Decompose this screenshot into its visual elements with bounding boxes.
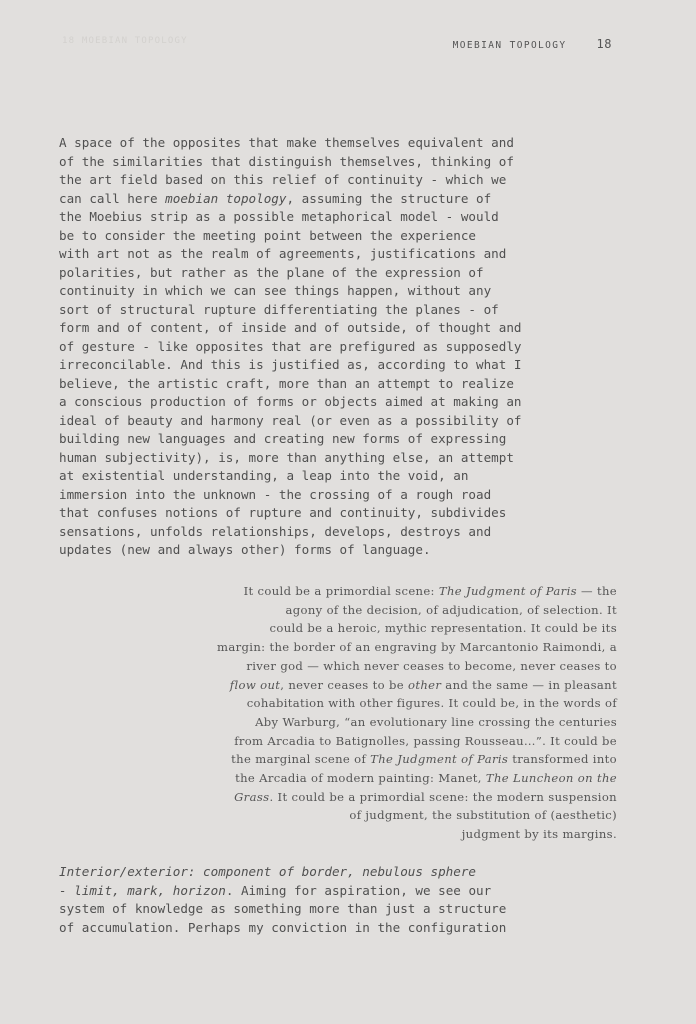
italic-text: Interior/exterior: component of border, nebulous sphere [59, 864, 477, 879]
quote-line: of judgment, the substitution of (aesthetic) [349, 808, 617, 823]
main-paragraph-line: sensations, unfolds relationships, develops, destroys and [59, 523, 492, 539]
quote-line: It could be a primordial scene: The Judgment of Paris — the [243, 584, 617, 598]
quote-line: Grass. It could be a primordial scene: the modern suspension [234, 789, 617, 804]
italic-text: - limit, mark, horizon [59, 882, 226, 898]
main-paragraph-line: sort of structural rupture differentiating the planes - of [59, 301, 499, 317]
closing-paragraph-line [59, 863, 529, 882]
main-paragraph-line: immersion into the unknown - the crossing of a rough road [59, 486, 492, 502]
closing-paragraph [59, 863, 529, 937]
main-paragraph-line: form and of content, of inside and of outside, of thought and [59, 320, 522, 335]
main-paragraph-line: the art field based on this relief of continuity - which we [59, 172, 507, 187]
italic-text: moebian topology [165, 190, 287, 206]
page-number: 18 [596, 37, 612, 51]
quote-line: from Arcadia to Batignolles, passing Rousseau…”. It could be [234, 733, 617, 748]
main-paragraph [59, 134, 529, 560]
main-paragraph-line: building new languages and creating new forms of expressing [59, 431, 507, 446]
quote-line: could be a heroic, mythic representation. It could be its [269, 621, 617, 636]
italic-text: The Luncheon on the [485, 771, 617, 786]
quote-line: Aby Warburg, “an evolutionary line crossing the centuries [255, 714, 617, 729]
closing-paragraph-line: system of knowledge as something more than just a structure [59, 901, 507, 916]
italic-text: other [408, 677, 442, 692]
main-paragraph-line: that confuses notions of rupture and continuity, subdivides [59, 505, 507, 520]
main-paragraph-line: of gesture - like opposites that are prefigured as supposedly [59, 338, 522, 354]
running-title: MOEBIAN TOPOLOGY [452, 40, 567, 51]
main-paragraph-line: of the similarities that distinguish themselves, thinking of [59, 153, 514, 169]
main-paragraph-line: human subjectivity), is, more than anything else, an attempt [59, 449, 514, 465]
main-paragraph-line: with art not as the realm of agreements, justifications and [59, 246, 507, 261]
italic-text: The Judgment of Paris [438, 584, 577, 598]
main-paragraph-line: can call here moebian topology, assuming the structure of [59, 190, 492, 206]
main-paragraph-line: polarities, but rather as the plane of the expression of [59, 264, 484, 280]
quote-line: judgment by its margins. [461, 827, 617, 842]
main-paragraph-line: A space of the opposites that make themselves equivalent and [59, 135, 514, 150]
quote-line: cohabitation with other figures. It could be, in the words of [246, 696, 617, 711]
main-paragraph-line: believe, the artistic craft, more than an attempt to realize [59, 375, 514, 391]
main-paragraph-line: be to consider the meeting point between the experience [59, 227, 477, 243]
quote-line: river god — which never ceases to become, never ceases to [246, 658, 617, 673]
faint-show-through-title: 18 MOEBIAN TOPOLOGY [62, 36, 188, 46]
closing-paragraph-line: - limit, mark, horizon. Aiming for aspiration, we see our [59, 882, 492, 898]
main-paragraph-line: updates (new and always other) forms of language. [59, 542, 431, 557]
running-header [453, 37, 612, 51]
main-paragraph-line: continuity in which we can see things happen, without any [59, 283, 492, 298]
italic-text: flow out [229, 677, 281, 692]
quote-line: the Arcadia of modern painting: Manet, The Luncheon on the [235, 771, 617, 786]
italic-text: The Judgment of Paris [370, 752, 509, 767]
main-paragraph-line: irreconcilable. And this is justified as, according to what I [59, 357, 522, 372]
italic-text: Grass [234, 789, 270, 804]
main-paragraph-line: a conscious production of forms or objects aimed at making an [59, 394, 522, 409]
main-paragraph-line: ideal of beauty and harmony real (or even as a possibility of [59, 412, 522, 428]
main-paragraph-line: the Moebius strip as a possible metaphorical model - would [59, 209, 499, 224]
quote-line: flow out, never ceases to be other and the same — in pleasant [229, 677, 617, 692]
quote-line: agony of the decision, of adjudication, of selection. It [285, 602, 617, 617]
main-paragraph-line: at existential understanding, a leap into the void, an [59, 468, 469, 483]
quote-line: the marginal scene of The Judgment of Paris transformed into [231, 752, 617, 767]
closing-paragraph-line: of accumulation. Perhaps my conviction in the configuration [59, 919, 507, 935]
block-quote [150, 582, 617, 844]
quote-line: margin: the border of an engraving by Marcantonio Raimondi, a [217, 640, 617, 655]
